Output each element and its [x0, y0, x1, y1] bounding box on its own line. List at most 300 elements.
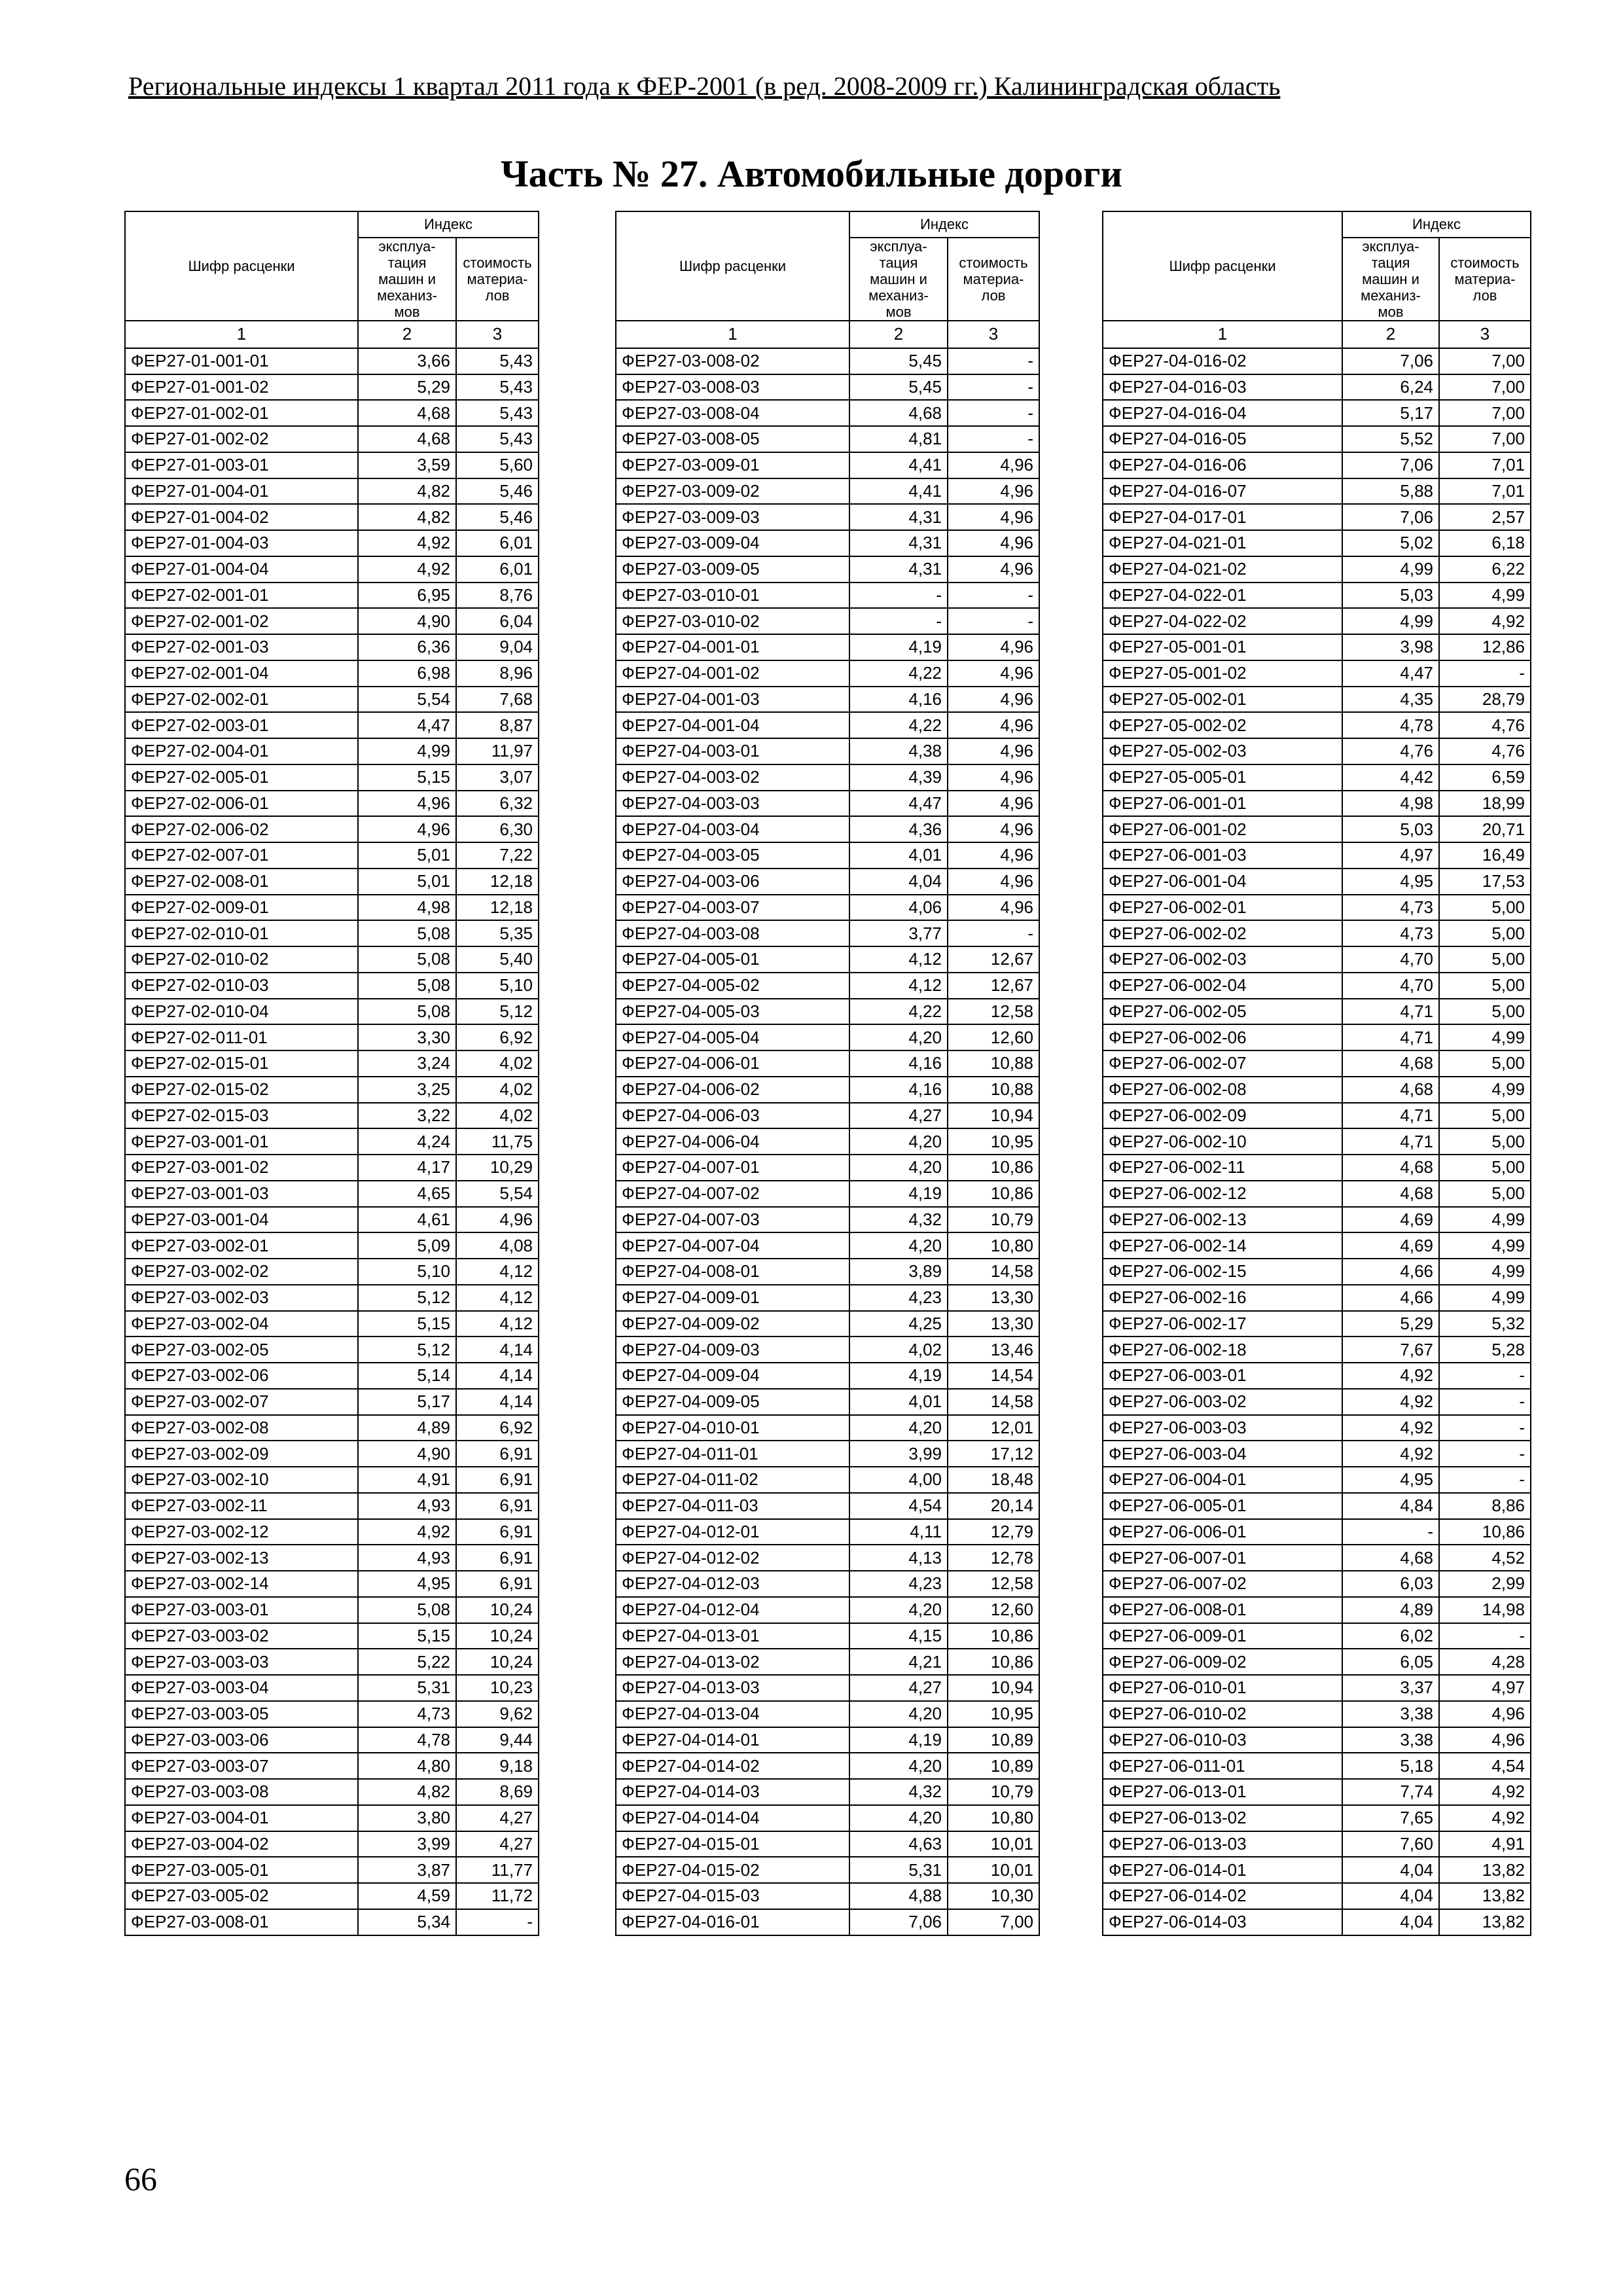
materials-index: 17,12 [948, 1441, 1039, 1467]
machines-index: 5,08 [358, 973, 456, 999]
materials-index: 12,79 [948, 1519, 1039, 1545]
machines-index: 5,09 [358, 1232, 456, 1259]
rate-code: ФЕР27-02-015-03 [125, 1103, 358, 1129]
machines-index: 4,82 [358, 504, 456, 530]
machines-index: 6,95 [358, 583, 456, 609]
materials-index: 4,14 [456, 1363, 539, 1389]
machines-index: 4,76 [1342, 738, 1439, 764]
materials-index: 5,00 [1439, 946, 1531, 973]
materials-index: 12,18 [456, 895, 539, 921]
table-row [616, 504, 1039, 530]
table-row [1103, 1597, 1531, 1623]
rate-code: ФЕР27-04-007-02 [616, 1181, 849, 1207]
machines-index: 4,68 [1342, 1077, 1439, 1103]
machines-index: 7,60 [1342, 1831, 1439, 1857]
rate-code: ФЕР27-03-003-07 [125, 1753, 358, 1779]
table-row [125, 1207, 539, 1233]
materials-index: 12,60 [948, 1597, 1039, 1623]
materials-index: 4,92 [1439, 1805, 1531, 1831]
machines-index: 4,47 [1342, 660, 1439, 687]
table-row [1103, 426, 1531, 452]
table-row [125, 1050, 539, 1077]
machines-index: 4,63 [849, 1831, 948, 1857]
materials-index: 5,00 [1439, 1103, 1531, 1129]
rate-code: ФЕР27-03-010-01 [616, 583, 849, 609]
machines-index: 4,19 [849, 1363, 948, 1389]
rate-code: ФЕР27-04-006-02 [616, 1077, 849, 1103]
machines-index: 4,25 [849, 1311, 948, 1337]
page-title: Часть № 27. Автомобильные дороги [501, 152, 1122, 195]
materials-index: 28,79 [1439, 687, 1531, 713]
rate-code: ФЕР27-01-002-01 [125, 400, 358, 426]
materials-index: 4,96 [948, 842, 1039, 869]
table-row [616, 1050, 1039, 1077]
machines-index: 3,66 [358, 348, 456, 374]
column-number: 1 [1103, 321, 1342, 348]
materials-index: 10,30 [948, 1883, 1039, 1909]
materials-index: 9,18 [456, 1753, 539, 1779]
rate-code: ФЕР27-04-009-02 [616, 1311, 849, 1337]
materials-index: 11,72 [456, 1883, 539, 1909]
materials-index: 7,00 [1439, 348, 1531, 374]
table-row [1103, 1103, 1531, 1129]
table-row [125, 816, 539, 842]
materials-index: 6,01 [456, 530, 539, 556]
machines-index: 4,95 [358, 1571, 456, 1597]
materials-index: 7,00 [948, 1909, 1039, 1935]
rate-code: ФЕР27-03-002-02 [125, 1259, 358, 1285]
machines-index: 4,19 [849, 1181, 948, 1207]
rate-code: ФЕР27-06-002-01 [1103, 895, 1342, 921]
materials-index: - [948, 608, 1039, 634]
machines-index: 4,01 [849, 842, 948, 869]
materials-index: 4,52 [1439, 1545, 1531, 1571]
materials-index: 5,43 [456, 400, 539, 426]
machines-index: 4,78 [358, 1727, 456, 1753]
rate-code: ФЕР27-03-001-01 [125, 1128, 358, 1155]
rate-code: ФЕР27-04-013-03 [616, 1675, 849, 1701]
machines-index: 5,08 [358, 920, 456, 946]
machines-index: 7,06 [849, 1909, 948, 1935]
index-table [124, 211, 539, 1936]
machines-index: 4,04 [1342, 1857, 1439, 1883]
machines-index: 4,99 [1342, 608, 1439, 634]
materials-index: 13,46 [948, 1336, 1039, 1363]
rate-code: ФЕР27-06-002-15 [1103, 1259, 1342, 1285]
rate-code: ФЕР27-02-003-01 [125, 712, 358, 738]
machines-index: 4,20 [849, 1128, 948, 1155]
table-row [1103, 1467, 1531, 1493]
materials-index: 7,01 [1439, 452, 1531, 478]
table-row [616, 895, 1039, 921]
table-row [616, 1805, 1039, 1831]
table-row [616, 1753, 1039, 1779]
rate-code: ФЕР27-04-001-03 [616, 687, 849, 713]
rate-code: ФЕР27-03-002-04 [125, 1311, 358, 1337]
materials-index: 4,92 [1439, 1779, 1531, 1805]
materials-index: 6,92 [456, 1024, 539, 1050]
rate-code: ФЕР27-06-002-17 [1103, 1311, 1342, 1337]
materials-index: 6,01 [456, 556, 539, 583]
rate-code: ФЕР27-04-013-01 [616, 1623, 849, 1649]
machines-index: 4,70 [1342, 973, 1439, 999]
table-row [125, 1467, 539, 1493]
rate-code: ФЕР27-04-012-04 [616, 1597, 849, 1623]
table-row [125, 1779, 539, 1805]
materials-index: 4,96 [456, 1207, 539, 1233]
rate-code: ФЕР27-04-014-03 [616, 1779, 849, 1805]
column-header-index: Индекс [1342, 211, 1531, 238]
table-row [616, 556, 1039, 583]
table-row [1103, 946, 1531, 973]
table-row [125, 374, 539, 401]
machines-index: 4,92 [358, 1519, 456, 1545]
table-row [616, 869, 1039, 895]
rate-code: ФЕР27-04-005-01 [616, 946, 849, 973]
rate-code: ФЕР27-04-001-04 [616, 712, 849, 738]
rate-code: ФЕР27-04-016-03 [1103, 374, 1342, 401]
materials-index: 6,91 [456, 1545, 539, 1571]
rate-code: ФЕР27-04-007-01 [616, 1155, 849, 1181]
materials-index: 6,30 [456, 816, 539, 842]
table-row [616, 816, 1039, 842]
materials-index: 5,00 [1439, 895, 1531, 921]
materials-index: 6,91 [456, 1571, 539, 1597]
materials-index: 5,00 [1439, 920, 1531, 946]
machines-index: 4,19 [849, 634, 948, 660]
table-row [125, 764, 539, 791]
materials-index: 4,99 [1439, 1024, 1531, 1050]
table-row [616, 1285, 1039, 1311]
materials-index: 9,44 [456, 1727, 539, 1753]
rate-code: ФЕР27-03-008-03 [616, 374, 849, 401]
page-number: 66 [124, 2161, 157, 2197]
rate-code: ФЕР27-06-003-04 [1103, 1441, 1342, 1467]
machines-index: 5,08 [358, 946, 456, 973]
machines-index: 5,01 [358, 869, 456, 895]
table-row [125, 504, 539, 530]
machines-index: 4,71 [1342, 1103, 1439, 1129]
table-row [1103, 1753, 1531, 1779]
machines-index: 4,80 [358, 1753, 456, 1779]
machines-index: 4,39 [849, 764, 948, 791]
rate-code: ФЕР27-06-010-03 [1103, 1727, 1342, 1753]
materials-index: 5,00 [1439, 999, 1531, 1025]
materials-index: 12,67 [948, 973, 1039, 999]
machines-index: 4,92 [1342, 1363, 1439, 1389]
table-row [1103, 660, 1531, 687]
machines-index: 6,02 [1342, 1623, 1439, 1649]
machines-index: 3,37 [1342, 1675, 1439, 1701]
materials-index: - [1439, 1363, 1531, 1389]
materials-index: 16,49 [1439, 842, 1531, 869]
materials-index: 4,28 [1439, 1649, 1531, 1675]
rate-code: ФЕР27-02-001-04 [125, 660, 358, 687]
table-row [616, 1727, 1039, 1753]
machines-index: 4,36 [849, 816, 948, 842]
materials-index: 5,00 [1439, 973, 1531, 999]
materials-index: - [1439, 1623, 1531, 1649]
column-header-machines: эксплуа- тация машин и механиз- мов [849, 238, 948, 321]
table-row [125, 1077, 539, 1103]
rate-code: ФЕР27-06-002-13 [1103, 1207, 1342, 1233]
machines-index: 4,90 [358, 1441, 456, 1467]
machines-index: 5,18 [1342, 1753, 1439, 1779]
machines-index: 4,69 [1342, 1207, 1439, 1233]
column-number: 1 [616, 321, 849, 348]
rate-code: ФЕР27-04-001-02 [616, 660, 849, 687]
table-row [125, 1831, 539, 1857]
table-row [125, 1857, 539, 1883]
table-row [616, 1883, 1039, 1909]
table-row [1103, 1727, 1531, 1753]
materials-index: 7,00 [1439, 374, 1531, 401]
materials-index: 10,79 [948, 1779, 1039, 1805]
rate-code: ФЕР27-03-003-08 [125, 1779, 358, 1805]
materials-index: 5,40 [456, 946, 539, 973]
materials-index: 6,92 [456, 1415, 539, 1441]
materials-index: 5,12 [456, 999, 539, 1025]
materials-index: 5,43 [456, 426, 539, 452]
materials-index: 8,76 [456, 583, 539, 609]
machines-index: 5,15 [358, 1311, 456, 1337]
table-row [125, 1545, 539, 1571]
materials-index: 4,96 [948, 764, 1039, 791]
materials-index: 2,99 [1439, 1571, 1531, 1597]
rate-code: ФЕР27-04-012-03 [616, 1571, 849, 1597]
materials-index: 6,32 [456, 791, 539, 817]
machines-index: 4,93 [358, 1545, 456, 1571]
machines-index: 3,22 [358, 1103, 456, 1129]
rate-code: ФЕР27-03-002-10 [125, 1467, 358, 1493]
machines-index: 5,29 [1342, 1311, 1439, 1337]
rate-code: ФЕР27-04-009-05 [616, 1389, 849, 1415]
machines-index: - [849, 608, 948, 634]
column-number: 3 [456, 321, 539, 348]
machines-index: 7,74 [1342, 1779, 1439, 1805]
machines-index: 4,20 [849, 1701, 948, 1727]
rate-code: ФЕР27-05-002-01 [1103, 687, 1342, 713]
materials-index: 4,96 [948, 712, 1039, 738]
table-row [125, 1155, 539, 1181]
machines-index: 3,80 [358, 1805, 456, 1831]
rate-code: ФЕР27-02-001-02 [125, 608, 358, 634]
machines-index: 4,22 [849, 660, 948, 687]
materials-index: 3,07 [456, 764, 539, 791]
table-row [616, 348, 1039, 374]
machines-index: - [1342, 1519, 1439, 1545]
table-row [1103, 816, 1531, 842]
rate-code: ФЕР27-06-013-03 [1103, 1831, 1342, 1857]
machines-index: 4,31 [849, 530, 948, 556]
table-row [616, 842, 1039, 869]
rate-code: ФЕР27-01-003-01 [125, 452, 358, 478]
materials-index: - [948, 920, 1039, 946]
materials-index: 5,00 [1439, 1128, 1531, 1155]
rate-code: ФЕР27-03-002-14 [125, 1571, 358, 1597]
materials-index: 4,12 [456, 1285, 539, 1311]
table-row [125, 400, 539, 426]
table-row [125, 1024, 539, 1050]
machines-index: 6,98 [358, 660, 456, 687]
rate-code: ФЕР27-03-003-05 [125, 1701, 358, 1727]
rate-code: ФЕР27-06-003-01 [1103, 1363, 1342, 1389]
rate-code: ФЕР27-02-001-01 [125, 583, 358, 609]
materials-index: 7,22 [456, 842, 539, 869]
rate-code: ФЕР27-06-002-11 [1103, 1155, 1342, 1181]
rate-code: ФЕР27-02-005-01 [125, 764, 358, 791]
table-row [125, 999, 539, 1025]
machines-index: 4,42 [1342, 764, 1439, 791]
machines-index: 3,38 [1342, 1727, 1439, 1753]
machines-index: 4,20 [849, 1753, 948, 1779]
rate-code: ФЕР27-06-011-01 [1103, 1753, 1342, 1779]
rate-code: ФЕР27-06-003-03 [1103, 1415, 1342, 1441]
table-row [1103, 634, 1531, 660]
column-header-code: Шифр расценки [1103, 211, 1342, 321]
machines-index: 6,24 [1342, 374, 1439, 401]
table-row [125, 660, 539, 687]
machines-index: 4,88 [849, 1883, 948, 1909]
table-row [125, 869, 539, 895]
rate-code: ФЕР27-03-009-04 [616, 530, 849, 556]
materials-index: 5,46 [456, 478, 539, 505]
materials-index: 7,00 [1439, 426, 1531, 452]
materials-index: 4,14 [456, 1336, 539, 1363]
table-row [1103, 1415, 1531, 1441]
table-row [616, 1909, 1039, 1935]
column-number: 1 [125, 321, 358, 348]
rate-code: ФЕР27-01-004-01 [125, 478, 358, 505]
table-row [125, 348, 539, 374]
rate-code: ФЕР27-04-015-01 [616, 1831, 849, 1857]
table-row [125, 1883, 539, 1909]
materials-index: 10,23 [456, 1675, 539, 1701]
machines-index: 5,15 [358, 1623, 456, 1649]
machines-index: 4,41 [849, 478, 948, 505]
machines-index: 4,65 [358, 1181, 456, 1207]
rate-code: ФЕР27-06-002-09 [1103, 1103, 1342, 1129]
materials-index: 7,00 [1439, 400, 1531, 426]
rate-code: ФЕР27-06-002-04 [1103, 973, 1342, 999]
table-row [616, 660, 1039, 687]
materials-index: 7,01 [1439, 478, 1531, 505]
rate-code: ФЕР27-01-002-02 [125, 426, 358, 452]
materials-index: 10,89 [948, 1753, 1039, 1779]
rate-code: ФЕР27-03-008-01 [125, 1909, 358, 1935]
materials-index: 10,86 [1439, 1519, 1531, 1545]
materials-index: 12,60 [948, 1024, 1039, 1050]
table-row [616, 1232, 1039, 1259]
table-row [616, 764, 1039, 791]
rate-code: ФЕР27-06-002-14 [1103, 1232, 1342, 1259]
machines-index: 4,24 [358, 1128, 456, 1155]
rate-code: ФЕР27-04-022-01 [1103, 583, 1342, 609]
rate-code: ФЕР27-02-015-01 [125, 1050, 358, 1077]
machines-index: 6,05 [1342, 1649, 1439, 1675]
rate-code: ФЕР27-04-008-01 [616, 1259, 849, 1285]
materials-index: 10,94 [948, 1103, 1039, 1129]
table-row [125, 1389, 539, 1415]
rate-code: ФЕР27-06-006-01 [1103, 1519, 1342, 1545]
table-row [616, 712, 1039, 738]
rate-code: ФЕР27-03-003-03 [125, 1649, 358, 1675]
materials-index: 12,01 [948, 1415, 1039, 1441]
column-number: 2 [1342, 321, 1439, 348]
rate-code: ФЕР27-02-010-03 [125, 973, 358, 999]
table-row [125, 712, 539, 738]
machines-index: 4,12 [849, 973, 948, 999]
rate-code: ФЕР27-03-002-13 [125, 1545, 358, 1571]
rate-code: ФЕР27-02-010-04 [125, 999, 358, 1025]
rate-code: ФЕР27-06-007-02 [1103, 1571, 1342, 1597]
machines-index: 4,92 [1342, 1415, 1439, 1441]
rate-code: ФЕР27-03-009-02 [616, 478, 849, 505]
table-row [1103, 791, 1531, 817]
table-row [616, 634, 1039, 660]
materials-index: 6,22 [1439, 556, 1531, 583]
rate-code: ФЕР27-06-001-03 [1103, 842, 1342, 869]
table-row [125, 1128, 539, 1155]
table-row [616, 478, 1039, 505]
table-row [125, 1232, 539, 1259]
table-row [616, 1103, 1039, 1129]
materials-index: 4,96 [948, 816, 1039, 842]
materials-index: - [456, 1909, 539, 1935]
table-row [1103, 374, 1531, 401]
rate-code: ФЕР27-02-001-03 [125, 634, 358, 660]
machines-index: 5,31 [358, 1675, 456, 1701]
machines-index: 4,02 [849, 1336, 948, 1363]
rate-code: ФЕР27-04-014-01 [616, 1727, 849, 1753]
machines-index: 4,92 [1342, 1389, 1439, 1415]
materials-index: 13,82 [1439, 1909, 1531, 1935]
machines-index: 4,96 [358, 791, 456, 817]
rate-code: ФЕР27-04-011-03 [616, 1493, 849, 1519]
materials-index: 5,28 [1439, 1336, 1531, 1363]
table-row [616, 1024, 1039, 1050]
table-row [616, 608, 1039, 634]
column-header-index: Индекс [849, 211, 1039, 238]
machines-index: 4,73 [1342, 920, 1439, 946]
rate-code: ФЕР27-06-002-08 [1103, 1077, 1342, 1103]
rate-code: ФЕР27-03-002-01 [125, 1232, 358, 1259]
machines-index: 4,16 [849, 687, 948, 713]
rate-code: ФЕР27-06-002-18 [1103, 1336, 1342, 1363]
materials-index: 4,99 [1439, 583, 1531, 609]
machines-index: 4,47 [358, 712, 456, 738]
machines-index: 4,41 [849, 452, 948, 478]
machines-index: 6,03 [1342, 1571, 1439, 1597]
table-row [616, 1311, 1039, 1337]
table-row [125, 1727, 539, 1753]
machines-index: 4,01 [849, 1389, 948, 1415]
table-row [616, 426, 1039, 452]
machines-index: 4,81 [849, 426, 948, 452]
table-row [616, 1207, 1039, 1233]
rate-code: ФЕР27-06-002-03 [1103, 946, 1342, 973]
machines-index: 4,19 [849, 1727, 948, 1753]
machines-index: 4,99 [358, 738, 456, 764]
materials-index: 20,71 [1439, 816, 1531, 842]
machines-index: 5,01 [358, 842, 456, 869]
rate-code: ФЕР27-04-021-01 [1103, 530, 1342, 556]
table-row [616, 583, 1039, 609]
rate-code: ФЕР27-04-005-03 [616, 999, 849, 1025]
rate-code: ФЕР27-04-013-04 [616, 1701, 849, 1727]
materials-index: 4,99 [1439, 1207, 1531, 1233]
materials-index: 4,96 [948, 660, 1039, 687]
